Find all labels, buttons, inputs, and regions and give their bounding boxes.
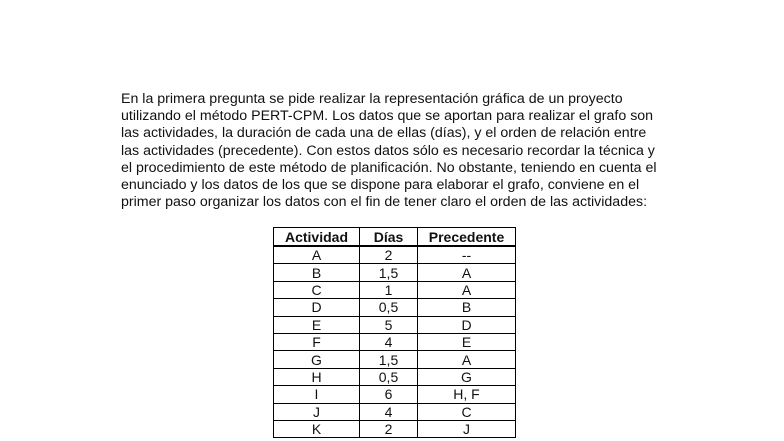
- paragraph-line: En la primera pregunta se pide realizar la representación gráfica de un proyecto: [121, 91, 623, 107]
- cell-actividad: J: [274, 403, 360, 420]
- cell-actividad: K: [274, 420, 360, 437]
- cell-actividad: C: [274, 281, 360, 298]
- cell-dias: 4: [360, 403, 418, 420]
- table-row: [274, 281, 516, 298]
- cell-dias: 4: [360, 333, 418, 350]
- cell-precedente: A: [418, 351, 516, 368]
- cell-dias: 1,5: [360, 351, 418, 368]
- cell-dias: 5: [360, 316, 418, 333]
- cell-precedente: C: [418, 403, 516, 420]
- paragraph-line: las actividades, la duración de cada una de ellas (días), y el orden de relación entre: [121, 125, 647, 142]
- table-row: [274, 420, 516, 437]
- table-header-row: [274, 228, 516, 247]
- paragraph-line: enunciado y los datos de los que se dispone para elaborar el grafo, conviene en el: [121, 177, 640, 194]
- cell-actividad: B: [274, 264, 360, 281]
- cell-precedente: E: [418, 333, 516, 350]
- header-actividad: Actividad: [274, 228, 360, 247]
- cell-dias: 1: [360, 281, 418, 298]
- header-dias: Días: [360, 228, 418, 247]
- cell-actividad: E: [274, 316, 360, 333]
- cell-precedente: A: [418, 281, 516, 298]
- paragraph-line: el procedimiento de este método de planificación. No obstante, teniendo en cuenta el: [121, 159, 657, 176]
- cell-precedente: H, F: [418, 386, 516, 403]
- cell-dias: 0,5: [360, 368, 418, 385]
- cell-precedente: B: [418, 299, 516, 316]
- table-row: [274, 299, 516, 316]
- table-row: [274, 386, 516, 403]
- cell-dias: 6: [360, 386, 418, 403]
- cell-actividad: G: [274, 351, 360, 368]
- cell-actividad: H: [274, 368, 360, 385]
- cell-dias: 2: [360, 246, 418, 264]
- cell-precedente: A: [418, 264, 516, 281]
- cell-dias: 1,5: [360, 264, 418, 281]
- table-row: [274, 264, 516, 281]
- cell-precedente: J: [418, 420, 516, 437]
- activities-table: [273, 227, 516, 438]
- cell-actividad: D: [274, 299, 360, 316]
- paragraph-line: las actividades (precedente). Con estos datos sólo es necesario recordar la técnica y: [121, 142, 655, 159]
- header-precedente: Precedente: [418, 228, 516, 247]
- cell-actividad: A: [274, 246, 360, 264]
- cell-actividad: F: [274, 333, 360, 350]
- cell-dias: 0,5: [360, 299, 418, 316]
- table-row: [274, 403, 516, 420]
- cell-actividad: I: [274, 386, 360, 403]
- table-row: [274, 316, 516, 333]
- table-row: [274, 351, 516, 368]
- cell-precedente: G: [418, 368, 516, 385]
- table-row: [274, 368, 516, 385]
- table-row: [274, 246, 516, 264]
- cell-dias: 2: [360, 420, 418, 437]
- table-row: [274, 333, 516, 350]
- cell-precedente: D: [418, 316, 516, 333]
- paragraph-line: primer paso organizar los datos con el fin de tener claro el orden de las actividades:: [121, 194, 648, 211]
- table-body: [274, 246, 516, 438]
- intro-paragraph: [121, 91, 696, 211]
- paragraph-line: utilizando el método PERT-CPM. Los datos que se aportan para realizar el grafo son: [121, 108, 654, 125]
- cell-precedente: --: [418, 246, 516, 264]
- activities-table-wrapper: [273, 227, 516, 438]
